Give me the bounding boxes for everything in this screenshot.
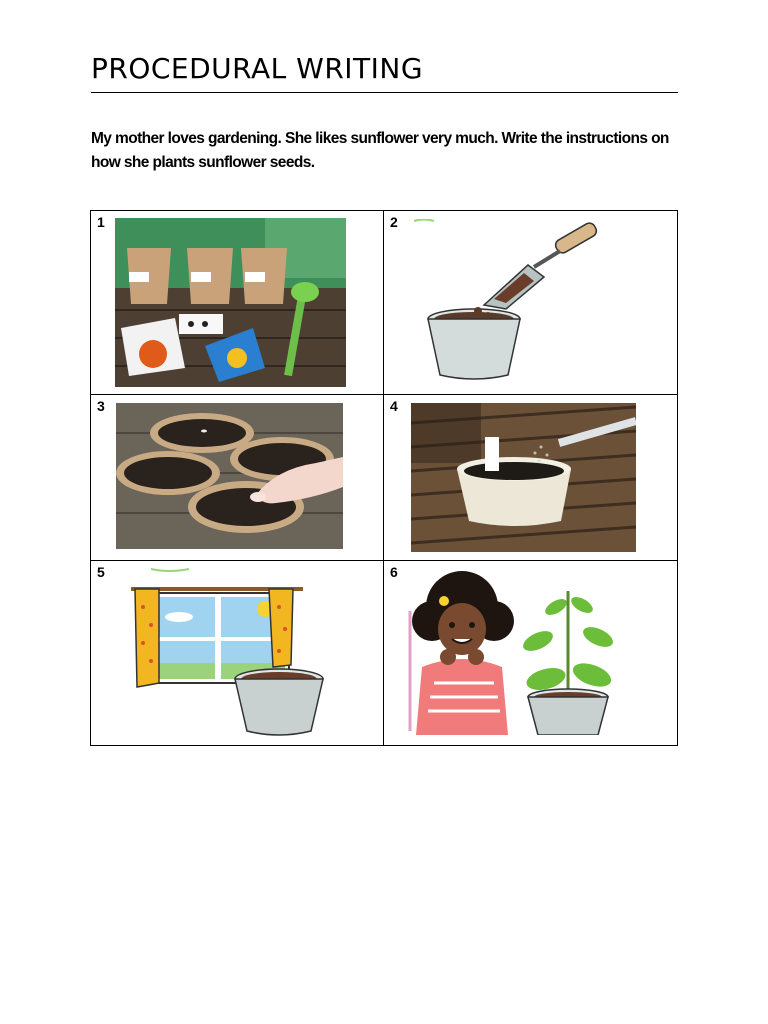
page-title: PROCEDURAL WRITING: [91, 52, 424, 85]
step-cell-6: [384, 561, 678, 745]
pots-seeds-compost-photo: [115, 218, 346, 387]
sowing-seeds-photo: [116, 403, 343, 549]
step-number: 4: [390, 398, 398, 414]
title-underline: [91, 92, 678, 93]
step-cell-3: [91, 395, 384, 561]
step-number: 2: [390, 214, 398, 230]
instructions-prompt: My mother loves gardening. She likes sunflower very much. Write the instructions on how she plants sunflower seeds.: [91, 130, 669, 171]
girl-with-plant-drawing: [408, 571, 630, 735]
step-number: 5: [97, 564, 105, 580]
step-number: 3: [97, 398, 105, 414]
step-cell-4: [384, 395, 678, 561]
step-cell-5: [91, 561, 384, 745]
step-number: 1: [97, 214, 105, 230]
step-number: 6: [390, 564, 398, 580]
watering-pot-photo: [411, 403, 636, 552]
steps-grid: [90, 210, 678, 746]
step-cell-1: [91, 211, 384, 395]
trowel-soil-pot-drawing: [414, 219, 614, 383]
step-cell-2: [384, 211, 678, 395]
pot-by-window-drawing: [119, 567, 343, 737]
